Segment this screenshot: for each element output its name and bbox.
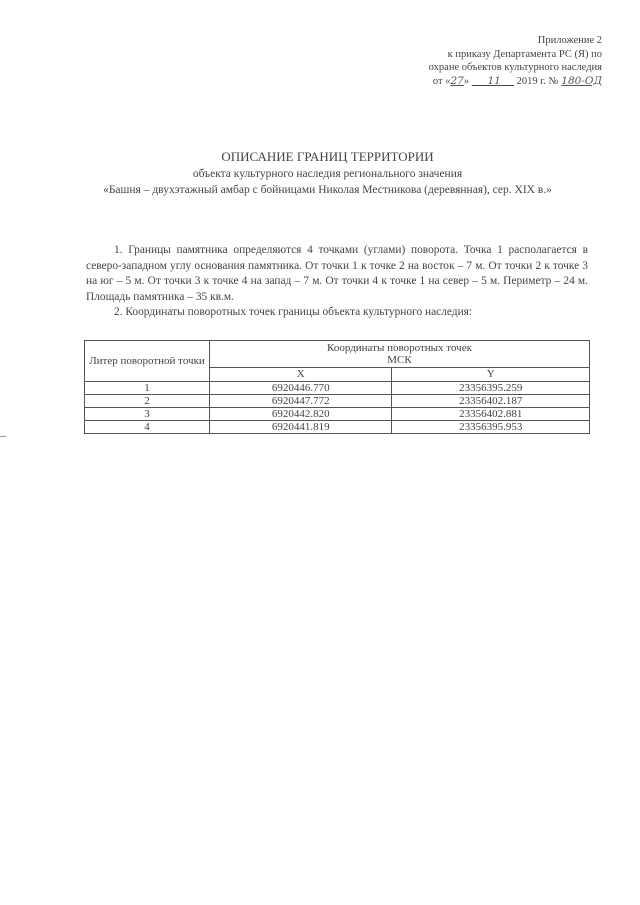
- cell-y: 23356402.881: [392, 408, 590, 421]
- scan-margin-mark: [0, 436, 6, 437]
- appendix-line-2: к приказу Департамента РС (Я) по: [447, 48, 602, 60]
- date-month-blank: [472, 76, 514, 87]
- document-subtitle: объекта культурного наследия регионального значения: [192, 168, 463, 180]
- header-point-label: Литер поворотной точки: [89, 355, 205, 367]
- cell-point: 1: [85, 382, 210, 395]
- cell-point: 2: [85, 395, 210, 408]
- table-row: [85, 382, 590, 395]
- object-name: «Башня – двухэтажный амбар с бойницами Николая Местникова (деревянная), сер. XIX в.»: [103, 184, 552, 196]
- date-mid: »: [463, 75, 470, 87]
- header-coords-line2: МСК: [387, 353, 412, 366]
- header-coords: [210, 341, 590, 368]
- date-year: 2019 г. №: [516, 75, 559, 87]
- date-day: 27: [450, 74, 464, 87]
- coordinates-table: [84, 340, 590, 434]
- cell-x: 6920442.820: [210, 408, 392, 421]
- table-row: [85, 408, 590, 421]
- appendix-date-line: [392, 75, 602, 89]
- table-row: [85, 421, 590, 434]
- header-y: Y: [392, 367, 590, 381]
- cell-y: 23356395.259: [392, 382, 590, 395]
- document-title: ОПИСАНИЕ ГРАНИЦ ТЕРРИТОРИИ: [221, 149, 434, 164]
- cell-x: 6920447.772: [210, 395, 392, 408]
- appendix-line-3: охране объектов культурного наследия: [428, 62, 602, 73]
- title-block: [60, 148, 595, 198]
- header-x: X: [210, 367, 392, 381]
- cell-point: 3: [85, 408, 210, 421]
- table-row: [85, 395, 590, 408]
- appendix-header: [392, 34, 602, 88]
- table-header-row: [85, 341, 590, 368]
- cell-y: 23356402.187: [392, 395, 590, 408]
- header-point: [85, 341, 210, 382]
- order-number: 180-ОД: [561, 74, 602, 87]
- cell-x: 6920441.819: [210, 421, 392, 434]
- cell-point: 4: [85, 421, 210, 434]
- body-text: [86, 243, 588, 321]
- cell-x: 6920446.770: [210, 382, 392, 395]
- appendix-line-1: Приложение 2: [537, 35, 602, 46]
- date-month: 11: [487, 74, 501, 87]
- header-coords-line1: Координаты поворотных точек: [327, 341, 472, 354]
- cell-y: 23356395.953: [392, 421, 590, 434]
- date-prefix: от «: [432, 75, 451, 87]
- paragraph-1: 1. Границы памятника определяются 4 точками (углами) поворота. Точка 1 располагается в северо-западном углу основания памятника. От точки 1 к точке 2 на восток – 7 м. От точки 2 к точке 3 на юг – 5 м. От точки 3 к точке 4 на запад – 7 м. От точки 4 к точке 1 на север – 5 м. Периметр – 24 м. Площадь памятника – 35 кв.м.: [86, 244, 588, 303]
- paragraph-2: 2. Координаты поворотных точек границы объекта культурного наследия:: [114, 306, 473, 318]
